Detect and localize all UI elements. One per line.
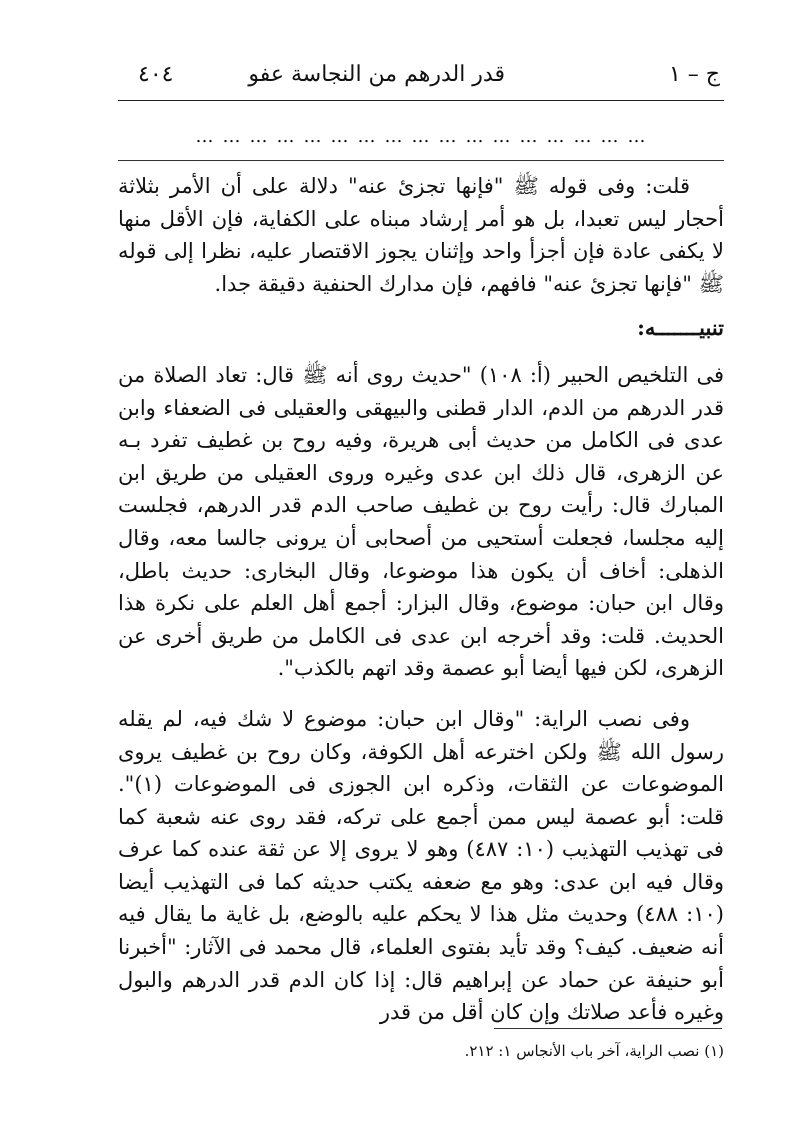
page-number: ٤٠٤ [138, 62, 174, 87]
section-divider [118, 160, 724, 161]
running-title: قدر الدرهم من النجاسة عفو [248, 62, 505, 87]
paragraph-1: قلت: وفى قوله ﷺ "فإنها تجزئ عنه" دلالة على أن الأمر بثلاثة أحجار ليس تعبدا، بل هو أمر إرشاد مبناه على الكفاية، فإن الأقل منها لا يكفى عادة فإن أجزأ واحد وإثنان يجوز الاقتصار عليه، نظرا إلى قوله ﷺ "فإنها تجزئ عنه" فافهم، فإن مدارك الحنفية دقيقة جدا. [118, 174, 724, 296]
footnote-divider [494, 1028, 722, 1029]
paragraph-2: فى التلخيص الحبير (أ: ١٠٨) "حديث روى أنه ﷺ قال: تعاد الصلاة من قدر الدرهم من الدم، الدار قطنى والبيهقى والعقيلى فى الضعفاء وابن عدى فى الكامل من حديث أبى هريرة، وفيه روح بن غطيف تفرد بـه عن الزهرى، قال ذلك ابن عدى وغيره وروى العقيلى من طريق ابن المبارك قال: رأيت روح بن غطيف صاحب الدم قدر الدرهم، فجلست إليه مجلسا، فجعلت أستحيى من أصحابى أن يرونى جالسا معه، وقال الذهلى: أخاف أن يكون هذا موضوعا، وقال البخارى: حديث باطل، وقال ابن حبان: موضوع، وقال البزار: أجمع أهل العلم على نكرة هذا الحديث. قلت: وقد أخرجه ابن عدى فى الكامل من طريق أخرى عن الزهرى، لكن فيها أيضا أبو عصمة وقد اتهم بالكذب". [118, 362, 724, 681]
paragraph-3: وفى نصب الراية: "وقال ابن حبان: موضوع لا شك فيه، لم يقله رسول الله ﷺ ولكن اخترعه أهل الكوفة، وكان روح بن غطيف يروى الموضوعات عن الثقات، وذكره ابن الجوزى فى الموضوعات (١)". قلت: أبو عصمة ليس ممن أجمع على تركه، فقد روى عنه شعبة كما فى تهذيب التهذيب (١٠: ٤٨٧) وهو لا يروى إلا عن ثقة عنده كما عرف وقال فيه ابن عدى: وهو مع ضعفه يكتب حديثه كما فى التهذيب أيضا (١٠: ٤٨٨) وحديث مثل هذا لا يحكم عليه بالوضع، بل غاية ما يقال فيه أنه ضعيف. كيف؟ وقد تأيد بفتوى العلماء، قال محمد فى الآثار: "أخبرنا أبو حنيفة عن حماد عن إبراهيم قال: إذا كان الدم قدر الدرهم والبول وغيره فأعد صلاتك وإن كان أقل من قدر [118, 706, 724, 1025]
notice-heading: تنبيـــــــه: [637, 315, 724, 341]
page-header [120, 62, 720, 96]
continuation-dots: …………………………………………… [195, 126, 655, 147]
footnote: (١) نصب الراية، آخر باب الأنجاس ١: ٢١٢. [464, 1042, 724, 1060]
header-divider [118, 100, 724, 101]
volume-label: ج – ١ [668, 62, 720, 87]
main-text [118, 170, 724, 1029]
